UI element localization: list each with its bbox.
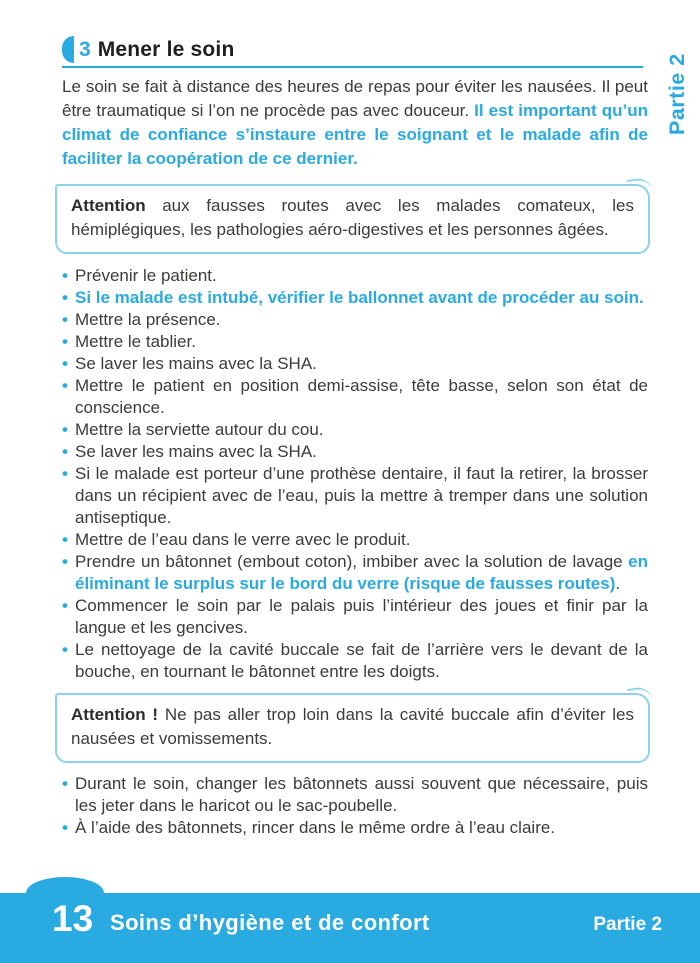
attention-1-text: aux fausses routes avec les malades comateux, les hémiplégiques, les pathologies aéro-digestives et les personnes âgées. [71, 196, 634, 239]
bullet-text-segment: Durant le soin, changer les bâtonnets aussi souvent que nécessaire, puis les jeter dans le haricot ou le sac-poubelle. [75, 774, 648, 815]
attention-1-label: Attention [71, 196, 146, 215]
bullet-text-segment: Mettre la présence. [75, 310, 221, 329]
section-number-tab-shape [62, 36, 74, 63]
intro-highlight-text: Il est important qu’un climat de confiance s’instaure entre le soignant et le malade afin de faciliter la coopération de ce dernier. [62, 101, 648, 168]
list-item [62, 529, 648, 551]
bullet-text-segment: Prendre un bâtonnet (embout coton), imbiber avec la solution de lavage [75, 552, 629, 571]
intro-text: Le soin se fait à distance des heures de repas pour éviter les nausées. Il peut être traumatique si l’on ne procède pas avec douceur. [62, 77, 648, 120]
footer-bump-shape [26, 877, 104, 893]
list-item [62, 265, 648, 287]
page-footer [0, 893, 700, 963]
bullet-text-segment: Si le malade est intubé, vérifier le ballonnet avant de procéder au soin. [75, 288, 644, 307]
care-steps-list [62, 265, 648, 683]
list-item [62, 463, 648, 529]
intro-paragraph [62, 75, 648, 171]
list-item [62, 353, 648, 375]
bullet-text-segment: À l’aide des bâtonnets, rincer dans le même ordre à l’eau claire. [75, 818, 556, 837]
care-steps-list-2 [62, 773, 648, 839]
chapter-title: Soins d’hygiène et de confort [110, 910, 430, 935]
bullet-text-segment: Mettre le patient en position demi-assise, tête basse, selon son état de conscience. [75, 376, 648, 417]
side-tab-partie-2: Partie 2 [665, 53, 689, 135]
header-underline [62, 66, 643, 68]
attention-box-1 [55, 184, 650, 254]
attention-2-text: Ne pas aller trop loin dans la cavité buccale afin d’éviter les nausées et vomissements. [71, 705, 634, 748]
list-item [62, 441, 648, 463]
list-item [62, 419, 648, 441]
list-item [62, 773, 648, 817]
bullet-text-segment: Mettre de l’eau dans le verre avec le produit. [75, 530, 411, 549]
section-header [62, 36, 652, 63]
attention-2-label: Attention ! [71, 705, 159, 724]
list-item [62, 639, 648, 683]
bullet-text-segment: . [615, 574, 621, 593]
bullet-text-segment: Si le malade est porteur d’une prothèse dentaire, il faut la retirer, la brosser dans un récipient avec de l’eau, puis la mettre à tremper dans une solution antiseptique. [75, 464, 648, 527]
list-item [62, 595, 648, 639]
bullet-text-segment: Se laver les mains avec la SHA. [75, 354, 317, 373]
bullet-text-segment: Se laver les mains avec la SHA. [75, 442, 317, 461]
list-item [62, 331, 648, 353]
bullet-text-segment: en éliminant le surplus sur le bord du verre (risque de fausses routes) [75, 552, 648, 593]
list-item [62, 817, 648, 839]
list-item [62, 287, 648, 309]
bullet-text-segment: Prévenir le patient. [75, 266, 217, 285]
list-item [62, 375, 648, 419]
section-title: Mener le soin [97, 37, 235, 61]
bullet-text-segment: Mettre la serviette autour du cou. [75, 420, 324, 439]
bullet-text-segment: Commencer le soin par le palais puis l’intérieur des joues et finir par la langue et les gencives. [75, 596, 648, 637]
list-item [62, 309, 648, 331]
attention-box-2 [55, 693, 650, 763]
bullet-text-segment: Le nettoyage de la cavité buccale se fait de l’arrière vers le devant de la bouche, en tournant le bâtonnet entre les doigts. [75, 640, 648, 681]
bullet-text-segment: Mettre le tablier. [75, 332, 196, 351]
section-number: 3 [79, 37, 91, 61]
list-item [62, 551, 648, 595]
footer-part-label: Partie 2 [593, 914, 662, 935]
page-number: 13 [52, 898, 94, 939]
